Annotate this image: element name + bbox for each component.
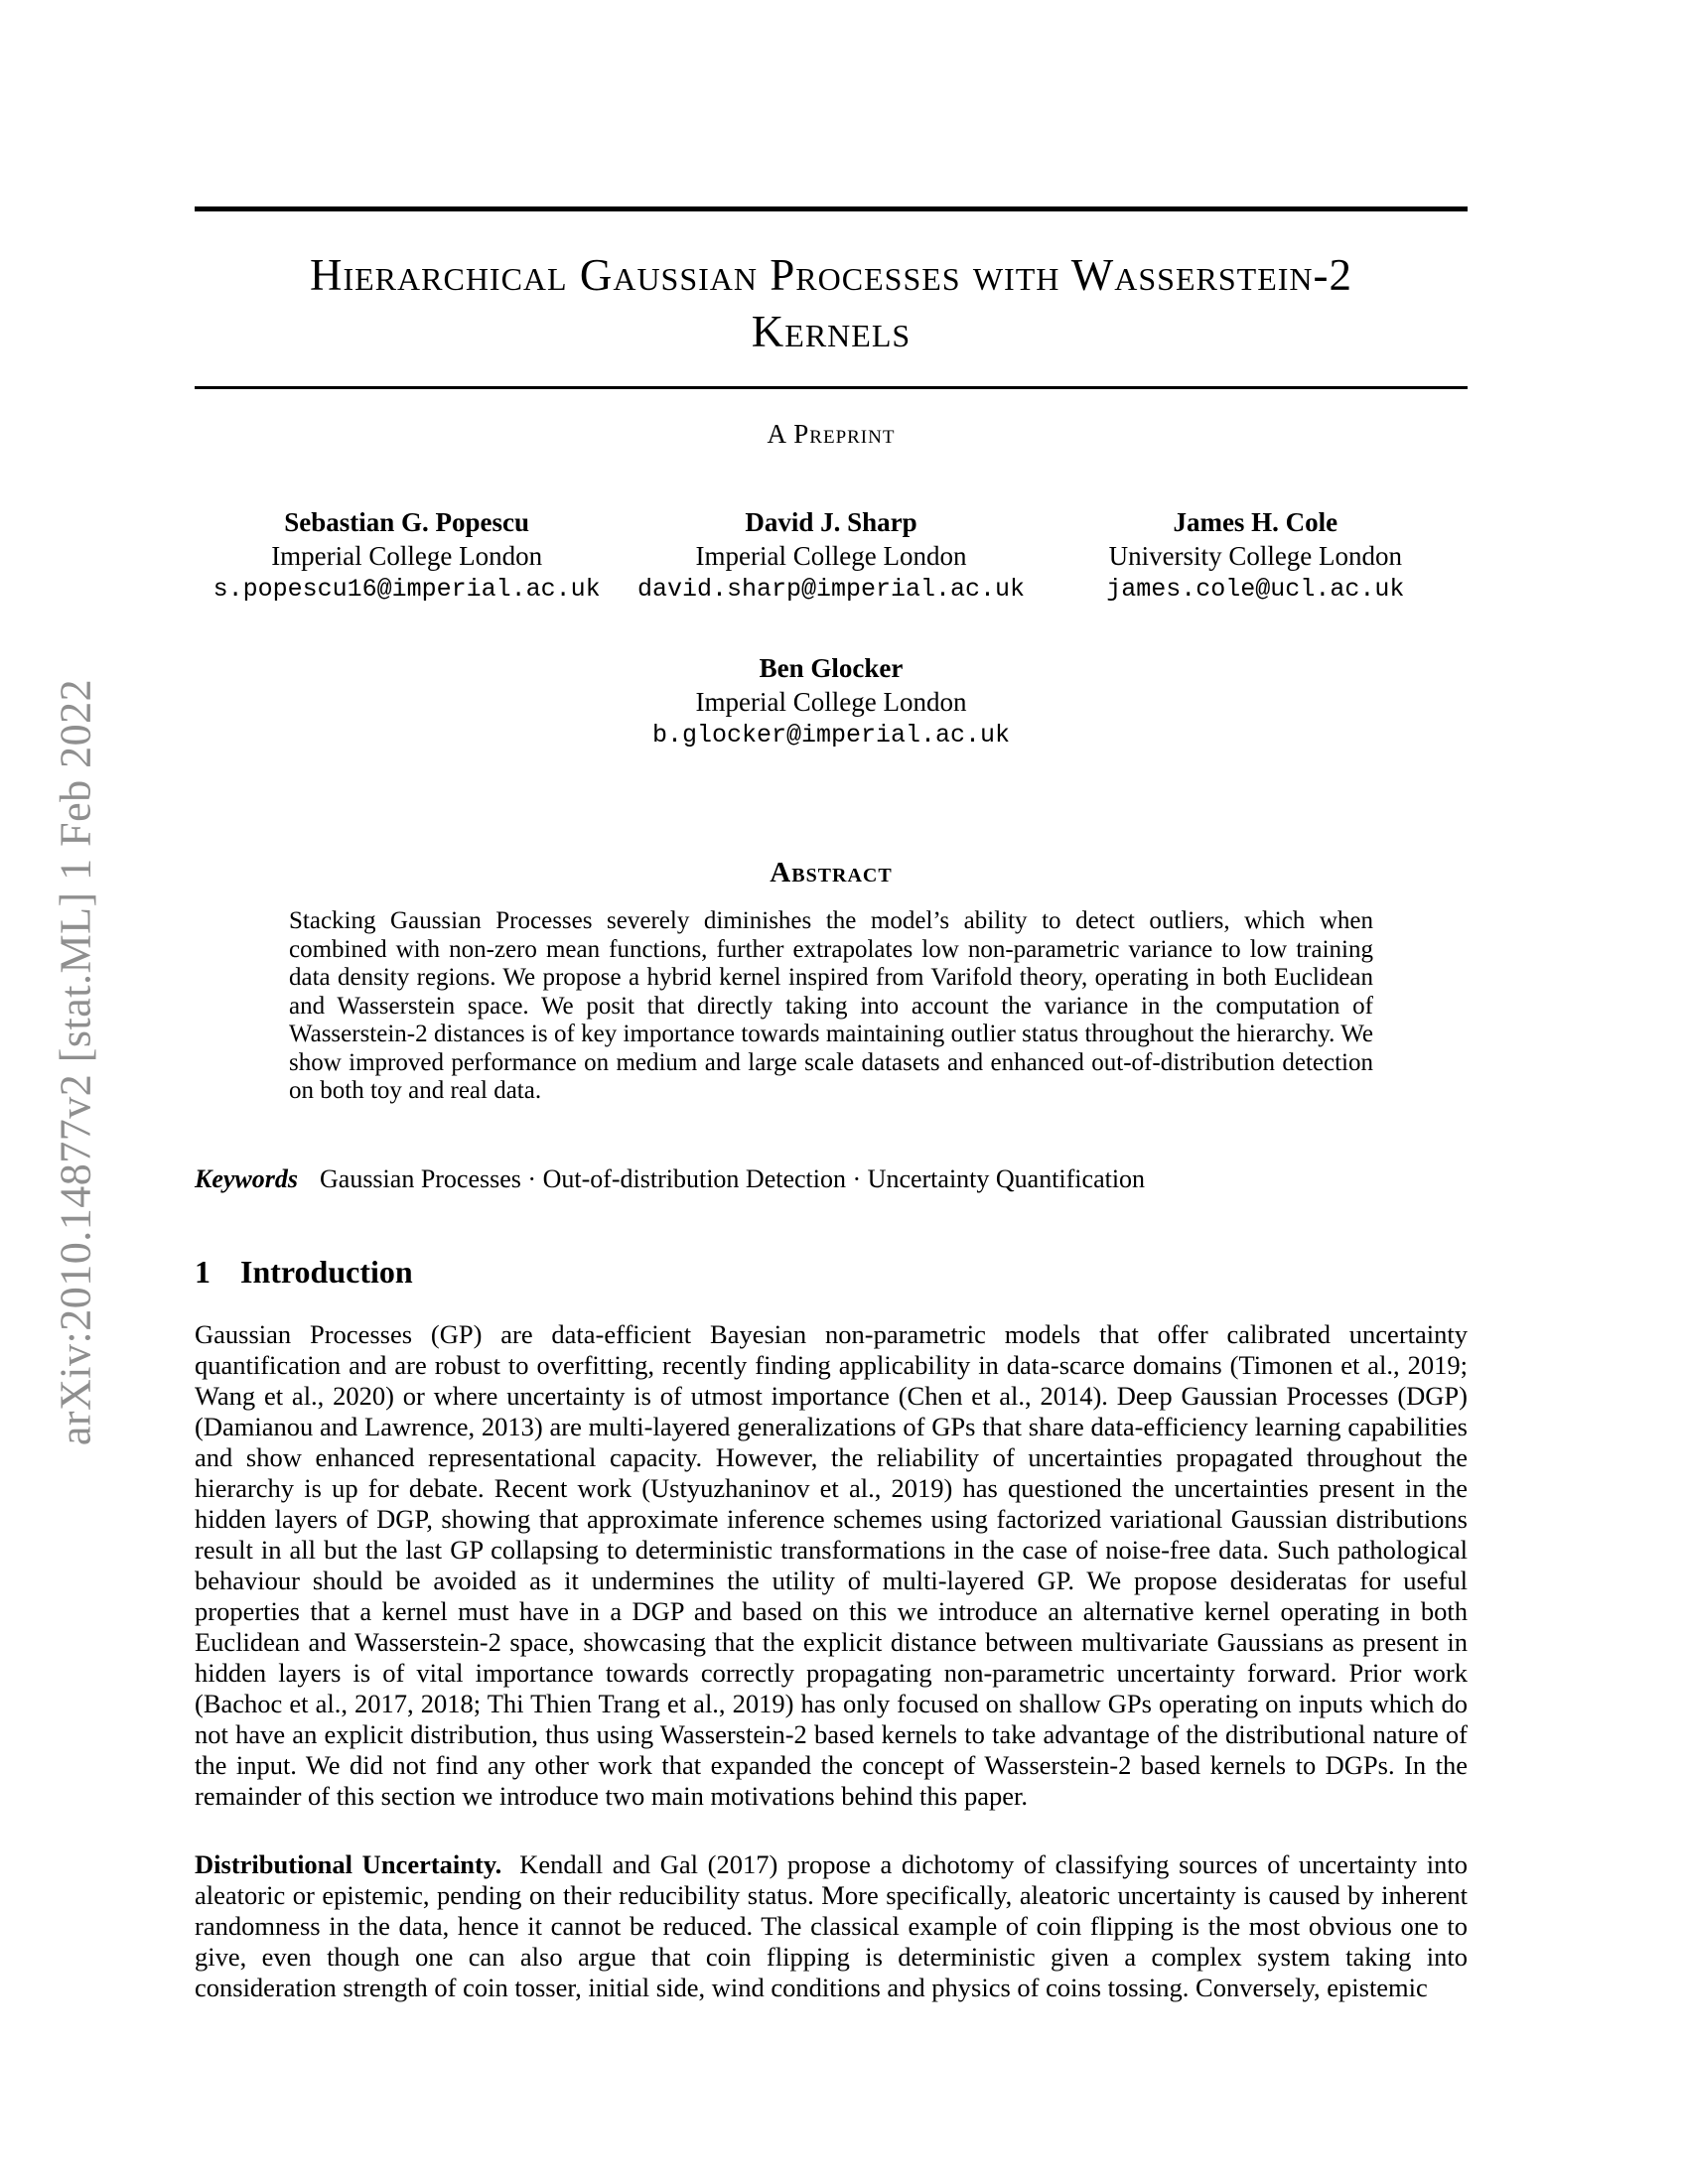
author-row [195, 505, 1468, 606]
author-affiliation: Imperial College London [695, 541, 967, 571]
section-title: Introduction [240, 1253, 413, 1290]
title-rule [195, 386, 1468, 389]
author-block-sharp [619, 505, 1043, 606]
paper-title [195, 247, 1468, 360]
author-block-cole [1044, 505, 1468, 606]
section-number: 1 [195, 1253, 211, 1290]
paragraph-run-in-label: Distributional Uncertainty. [195, 1848, 502, 1879]
preprint-label: A Preprint [767, 419, 896, 449]
author-name: James H. Cole [1173, 507, 1338, 537]
author-name: Ben Glocker [759, 653, 904, 683]
author-name: David J. Sharp [745, 507, 917, 537]
abstract-text: Stacking Gaussian Processes severely diminishes the model’s ability to detect outliers, which when combined with non-zero mean functions, further extrapolates low non-parametric variance to low training data density regions. We propose a hybrid kernel inspired from Varifold theory, operating in both Euclidean and Wasserstein space. We posit that directly taking into account the variance in the computation of Wasserstein-2 distances is of key importance towards maintaining outlier status throughout the hierarchy. We show improved performance on medium and large scale datasets and enhanced out-of-distribution detection on both toy and real data. [289, 907, 1373, 1104]
author-email: b.glocker@imperial.ac.uk [651, 721, 1011, 750]
author-email: david.sharp@imperial.ac.uk [636, 575, 1026, 604]
section-1-heading [195, 1254, 1468, 1290]
introduction-paragraph: Gaussian Processes (GP) are data-efficient Bayesian non-parametric models that offer calibrated uncertainty quantification and are robust to overfitting, recently finding applicability in data-scarce domains (Timonen et al., 2019; Wang et al., 2020) or where uncertainty is of utmost importance (Chen et al., 2014). Deep Gaussian Processes (DGP) (Damianou and Lawrence, 2013) are multi-layered generalizations of GPs that share data-efficiency learning capabilities and show enhanced representational capacity. However, the reliability of uncertainties propagated throughout the hierarchy is up for debate. Recent work (Ustyuzhaninov et al., 2019) has questioned the uncertainties present in the hidden layers of DGP, showing that approximate inference schemes using factorized variational Gaussian distributions result in all but the last GP collapsing to deterministic transformations in the case of noise-free data. Such pathological behaviour should be avoided as it undermines the utility of multi-layered GP. We propose desideratas for useful properties that a kernel must have in a DGP and based on this we introduce an alternative kernel operating in both Euclidean and Wasserstein-2 space, showcasing that the explicit distance between multivariate Gaussians as present in hidden layers is of vital importance towards correctly propagating non-parametric uncertainty forward. Prior work (Bachoc et al., 2017, 2018; Thi Thien Trang et al., 2019) has only focused on shallow GPs operating on inputs which do not have an explicit distribution, thus using Wasserstein-2 based kernels to take advantage of the distributional nature of the input. We did not find any other work that expanded the concept of Wasserstein-2 based kernels to DGPs. In the remainder of this section we introduce two main motivations behind this paper. [195, 1318, 1468, 1811]
paper-content [195, 206, 1468, 2003]
top-rule [195, 206, 1468, 211]
keywords-label: Keywords [195, 1163, 298, 1193]
author-email: s.popescu16@imperial.ac.uk [212, 575, 601, 604]
keywords-text: Gaussian Processes · Out-of-distribution Detection · Uncertainty Quantification [320, 1163, 1146, 1193]
title-line-1: Hierarchical Gaussian Processes with Wasserstein-2 [309, 250, 1352, 300]
arxiv-watermark: arXiv:2010.14877v2 [stat.ML] 1 Feb 2022 [51, 678, 100, 1446]
author-block-glocker [533, 651, 1129, 751]
title-line-2: Kernels [751, 307, 912, 356]
abstract-heading: Abstract [770, 857, 893, 888]
author-affiliation: University College London [1108, 541, 1403, 571]
paragraph-run-in-text: Kendall and Gal (2017) propose a dichotomy of classifying sources of uncertainty into aleatoric or epistemic, pending on their reducibility status. More specifically, aleatoric uncertainty is caused by inherent randomness in the data, hence it cannot be reduced. The classical example of coin flipping is the most obvious one to give, even though one can also argue that coin flipping is deterministic given a complex system taking into consideration strength of coin tosser, initial side, wind conditions and physics of coins tossing. Conversely, epistemic [195, 1848, 1468, 2002]
author-affiliation: Imperial College London [271, 541, 543, 571]
author-email: james.cole@ucl.ac.uk [1106, 575, 1405, 604]
author-name: Sebastian G. Popescu [284, 507, 530, 537]
distributional-uncertainty-paragraph [195, 1849, 1468, 2003]
author-block-popescu [195, 505, 619, 606]
keywords-line [195, 1163, 1468, 1194]
author-affiliation: Imperial College London [695, 687, 967, 717]
